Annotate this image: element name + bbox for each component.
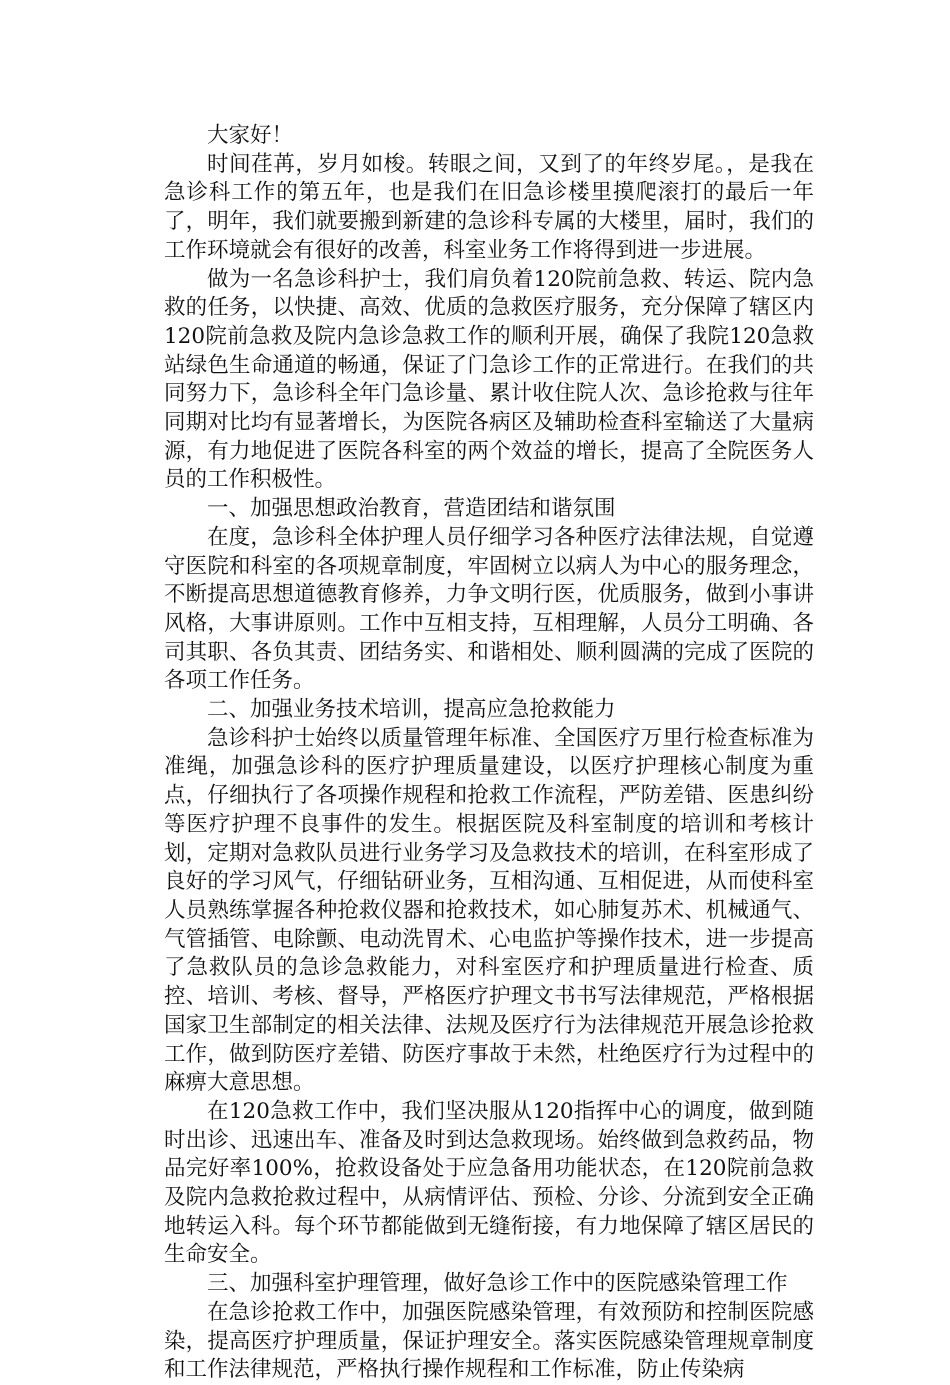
paragraph-intro: 时间荏苒，岁月如梭。转眼之间，又到了的年终岁尾。，是我在急诊科工作的第五年，也是我们在旧急诊楼里摸爬滚打的最后一年了，明年，我们就要搬到新建的急诊科专属的大楼里，届时，我们的工作环境就会有很好的改善，科室业务工作将得到进一步进展。 bbox=[164, 151, 814, 263]
paragraph-section2-training: 急诊科护士始终以质量管理年标准、全国医疗万里行检查标准为准绳，加强急诊科的医疗护理质量建设，以医疗护理核心制度为重点，仔细执行了各项操作规程和抢救工作流程，严防差错、医患纠纷等医疗护理不良事件的发生。根据医院及科室制度的培训和考核计划，定期对急救队员进行业务学习及急救技术的培训，在科室形成了良好的学习风气，仔细钻研业务，互相沟通、互相促进，从而使科室人员熟练掌握各种抢救仪器和抢救技术，如心肺复苏术、机械通气、气管插管、电除颤、电动洗胃术、心电监护等操作技术，进一步提高了急救队员的急诊急救能力，对科室医疗和护理质量进行检查、质控、培训、考核、督导，严格医疗护理文书书写法律规范，严格根据国家卫生部制定的相关法律、法规及医疗行为法律规范开展急诊抢救工作，做到防医疗差错、防医疗事故于未然，杜绝医疗行为过程中的麻痹大意思想。 bbox=[164, 725, 814, 1096]
paragraph-role: 做为一名急诊科护士，我们肩负着120院前急救、转运、院内急救的任务，以快捷、高效、优质的急救医疗服务，充分保障了辖区内120院前急救及院内急诊急救工作的顺利开展，确保了我院120急救站绿色生命通道的畅通，保证了门急诊工作的正常进行。在我们的共同努力下，急诊科全年门急诊量、累计收住院人次、急诊抢救与往年同期对比均有显著增长，为医院各病区及辅助检查科室输送了大量病源，有力地促进了医院各科室的两个效益的增长，提高了全院医务人员的工作积极性。 bbox=[164, 266, 814, 493]
paragraph-section1: 在度，急诊科全体护理人员仔细学习各种医疗法律法规，自觉遵守医院和科室的各项规章制度，牢固树立以病人为中心的服务理念，不断提高思想道德教育修养，力争文明行医，优质服务，做到小事讲风格，大事讲原则。工作中互相支持，互相理解，人员分工明确、各司其职、各负其责、团结务实、和谐相处、顺利圆满的完成了医院的各项工作任务。 bbox=[164, 524, 814, 694]
section-heading-2: 二、加强业务技术培训，提高应急抢救能力 bbox=[207, 697, 616, 723]
paragraph-section2-120: 在120急救工作中，我们坚决服从120指挥中心的调度，做到随时出诊、迅速出车、准备及时到达急救现场。始终做到急救药品，物品完好率100%，抢救设备处于应急备用功能状态，在120院前急救及院内急救抢救过程中，从病情评估、预检、分诊、分流到安全正确地转运入科。每个环节都能做到无缝衔接，有力地保障了辖区居民的生命安全。 bbox=[164, 1098, 814, 1268]
section-heading-1: 一、加强思想政治教育，营造团结和谐氛围 bbox=[207, 496, 616, 522]
document-body bbox=[164, 122, 814, 1385]
section-heading-3: 三、加强科室护理管理，做好急诊工作中的医院感染管理工作 bbox=[207, 1271, 788, 1297]
greeting: 大家好！ bbox=[207, 123, 294, 148]
paragraph-section3: 在急诊抢救工作中，加强医院感染管理，有效预防和控制医院感染，提高医疗护理质量，保证护理安全。落实医院感染管理规章制度和工作法律规范，严格执行操作规程和工作标准，防止传染病 bbox=[164, 1299, 814, 1383]
